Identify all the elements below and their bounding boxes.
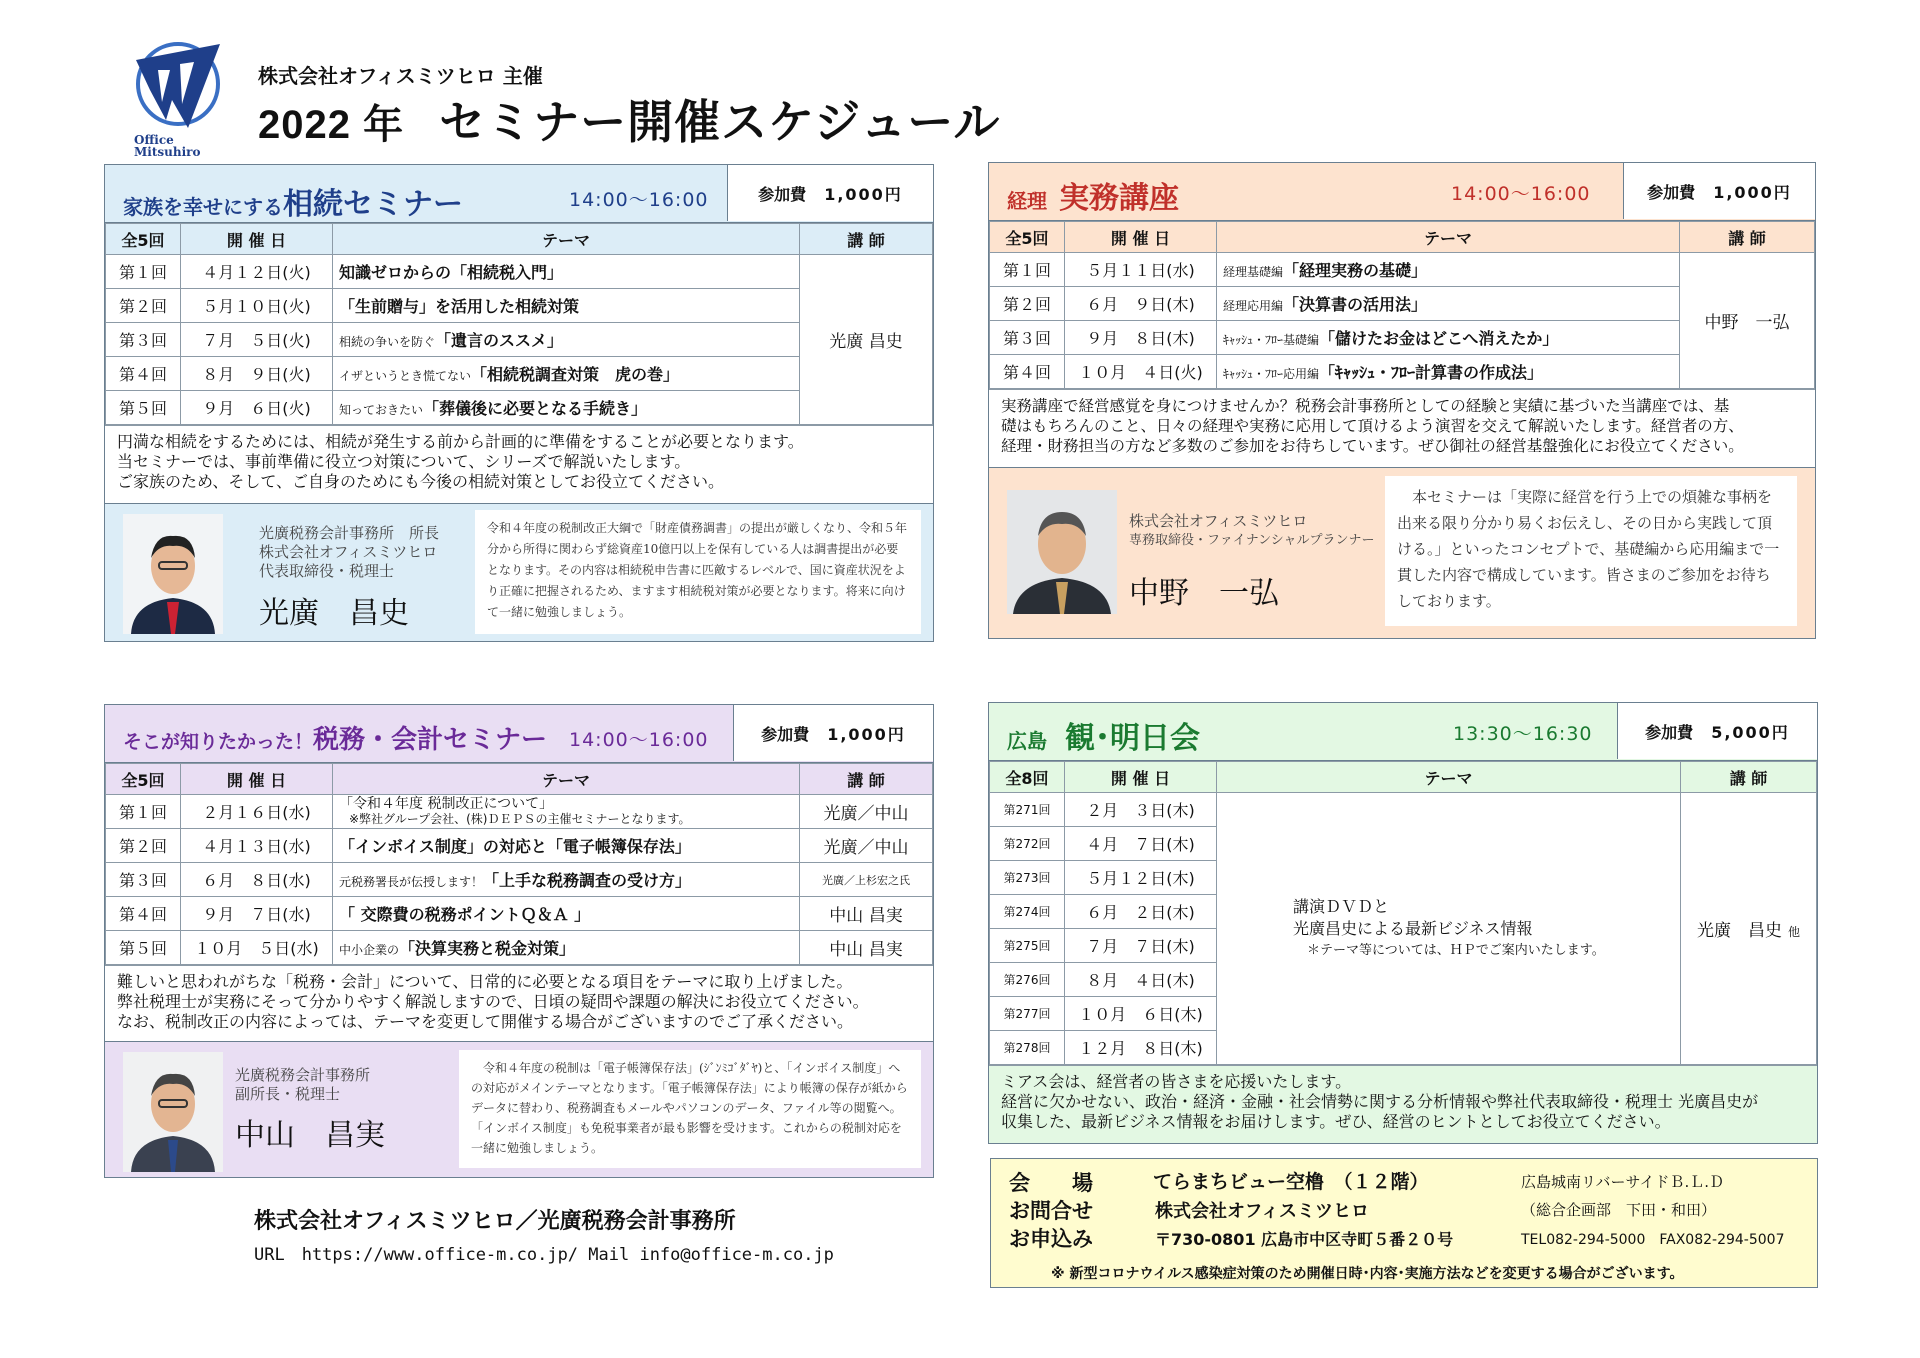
table-row: 第272回 ４月 ７日(木) bbox=[990, 827, 1817, 861]
table-row: 第271回 ２月 ３日(木) 講演ＤＶＤと 光廣昌史による最新ビジネス情報 ＊テーマ等については、ＨＰでご案内いたします。 光廣 昌史 他 bbox=[990, 793, 1817, 827]
footer-url[interactable]: URL https://www.office-m.co.jp/ Mail info@office-m.co.jp bbox=[254, 1245, 834, 1265]
fee-box: 参加費 1,000円 bbox=[727, 165, 933, 221]
instructor-title: 光廣税務会計事務所 所長 株式会社オフィスミツヒロ 代表取締役・税理士 bbox=[259, 524, 440, 580]
table-row: 第２回 ４月１３日(水) 「インボイス制度」の対応と「電子帳簿保存法」 光廣／中山 bbox=[106, 829, 933, 863]
seminar-description: 円満な相続をするためには、相続が発生する前から計画的に準備をすることが必要となります。 当セミナーでは、事前準備に役立つ対策について、シリーズで解説いたします。 ご家族のため、そして、ご自身のためにも今後の相続対策としてお役立てください。 bbox=[105, 425, 933, 503]
schedule-table: 全5回 開 催 日 テーマ 講 師 第１回 ２月１６日(水) 「令和４年度 税制改正について」 ※弊社グループ会社、(株)ＤＥＰＳの主催セミナーとなります。 光廣／中山 第２回 ４月１３日(水) 「インボイス制度」の対応と「電子帳簿保存法」 光廣／中山 第３回 ６月 ８日(水) 元税務署長が伝授します！「上手な税務調査の受け方」 光廣／上杉宏之氏 第４回 ９月 ７日(水) 「 交際費の税務ポイントＱ＆Ａ 」 中山 昌実 第５回 １０月 ５日(水) 中小企業の「決算実務と税金対策」 中山 昌実 bbox=[105, 763, 933, 965]
fee-box: 参加費 1,000円 bbox=[733, 705, 933, 761]
instructor-message: 令和４年度の税制改正大綱で「財産債務調書」の提出が厳しくなり、令和５年分から所得に関わらず総資産10億円以上を保有している人は調書提出が必要となります。その内容は相続税申告書に匹敵するレベルで、国に資産状況をより正確に把握されるため、ますます相続税対策が必要となります。将来に向けて一緒に勉強しましょう。 bbox=[475, 510, 921, 634]
instructor-title: 株式会社オフィスミツヒロ 専務取締役・ファイナンシャルプランナー bbox=[1129, 512, 1375, 548]
seminar-description: 難しいと思われがちな「税務・会計」について、日常的に必要となる項目をテーマに取り上げました。 弊社税理士が実務にそって分かりやすく解説しますので、日頃の疑問や課題の解決にお役立てください。 なお、税制改正の内容によっては、テーマを変更して開催する場合がございますのでご了承ください。 bbox=[105, 965, 933, 1041]
table-row: 第275回 ７月 ７日(木) bbox=[990, 929, 1817, 963]
instructor-name: 光廣 昌史 他 bbox=[1681, 793, 1817, 1065]
panel-header bbox=[105, 165, 933, 223]
table-row: 第１回 ４月１２日(火) 知識ゼロからの「相続税入門」 光廣 昌史 bbox=[106, 255, 933, 289]
accounting-course-panel bbox=[988, 162, 1816, 639]
management-meeting-panel bbox=[988, 702, 1818, 1144]
table-row: 第274回 ６月 ２日(木) bbox=[990, 895, 1817, 929]
seminar-description: ミアス会は、経営者の皆さまを応援いたします。 経営に欠かせない、政治・経済・金融・社会情勢に関する分析情報や弊社代表取締役・税理士 光廣昌史が 収集した、最新ビジネス情報をお届けします。ぜひ、経営のヒントとしてお役立てください。 bbox=[989, 1065, 1817, 1141]
instructor-profile bbox=[105, 503, 933, 640]
panel-header bbox=[989, 163, 1815, 221]
seminar-time: 14:00～16:00 bbox=[569, 189, 709, 211]
schedule-table: 全5回 開 催 日 テーマ 講 師 第１回 ５月１１日(水) 経理基礎編「経理実務の基礎」 中野 一弘 第２回 ６月 ９日(木) 経理応用編「決算書の活用法」 第３回 ９月 ８日(木) ｷｬｯｼｭ・ﾌﾛｰ基礎編「儲けたお金はどこへ消えたか」 第４回 １０月 ４日(火) ｷｬｯｼｭ・ﾌﾛｰ応用編「ｷｬｯｼｭ・ﾌﾛｰ計算書の作成法」 bbox=[989, 221, 1815, 389]
venue-building: 広島城南リバーサイドＢ.Ｌ.Ｄ bbox=[1521, 1173, 1725, 1191]
table-row: 第273回 ５月１２日(木) bbox=[990, 861, 1817, 895]
seminar-title: そこが知りたかった！税務・会計セミナー bbox=[123, 725, 548, 755]
covid-notice: ※ 新型コロナウイルス感染症対策のため開催日時･内容･実施方法などを変更する場合がございます。 bbox=[1051, 1266, 1684, 1282]
table-row: 第276回 ８月 ４日(木) bbox=[990, 963, 1817, 997]
logo-mark-icon bbox=[128, 40, 228, 136]
meeting-theme: 講演ＤＶＤと 光廣昌史による最新ビジネス情報 ＊テーマ等については、ＨＰでご案内いたします。 bbox=[1217, 793, 1681, 1065]
instructor-name-large: 光廣 昌史 bbox=[259, 596, 409, 631]
seminar-title: 広島 観･明日会 bbox=[1007, 721, 1200, 756]
footer-company: 株式会社オフィスミツヒロ／光廣税務会計事務所 bbox=[254, 1209, 736, 1234]
instructor-name: 光廣 昌史 bbox=[800, 255, 933, 425]
instructor-message: 令和４年度の税制は「電子帳簿保存法」(ｼﾞﾝﾐｺﾞﾀﾞﾔ)と、「インボイス制度」への対応がメインテーマとなります。「電子帳簿保存法」により帳簿の保存が紙からデータに替わり、税務調査もメールやパソコンのデータ、ファイル等の閲覧へ。「インボイス制度」も免税事業者が最も影響を受けます。これからの税制対応を一緒に勉強しましょう。 bbox=[459, 1050, 921, 1168]
company-address: 〒730-0801 広島市中区寺町５番２０号 bbox=[1155, 1230, 1454, 1249]
venue-name: てらまちビュー空橹 （１２階） bbox=[1153, 1171, 1429, 1193]
table-row: 第３回 ７月 ５日(火) 相続の争いを防ぐ「遺言のススメ」 bbox=[106, 323, 933, 357]
table-row: 第２回 ６月 ９日(木) 経理応用編「決算書の活用法」 bbox=[990, 287, 1815, 321]
schedule-table: 全8回 開 催 日 テーマ 講 師 第271回 ２月 ３日(木) 講演ＤＶＤと 光廣昌史による最新ビジネス情報 ＊テーマ等については、ＨＰでご案内いたします。 光廣 昌史 他 第272回 ４月 ７日(木) 第273回 ５月１２日(木) 第274回 ６月 ２日(木) 第275回 ７月 ７日(木) 第276回 ８月 ４日(木) 第277回 １０月 ６日(木) 第278回 １２月 ８日(木) bbox=[989, 761, 1817, 1065]
panel-header bbox=[989, 703, 1817, 761]
instructor-title: 光廣税務会計事務所 副所長・税理士 bbox=[235, 1066, 371, 1103]
table-row: 第４回 １０月 ４日(火) ｷｬｯｼｭ・ﾌﾛｰ応用編「ｷｬｯｼｭ・ﾌﾛｰ計算書の作成法」 bbox=[990, 355, 1815, 389]
phone-fax: TEL082-294-5000 FAX082-294-5007 bbox=[1521, 1232, 1785, 1248]
seminar-description: 実務講座で経営感覚を身につけませんか？税務会計事務所としての経験と実績に基づいた当講座では、基 礎はもちろんのこと、日々の経理や実務に応用して頂けるよう演習を交えて解説いたします。経営者の方、 経理・財務担当の方など多数のご参加をお待ちしています。ぜひ御社の経営基盤強化にお役立てください。 bbox=[989, 389, 1815, 467]
seminar-title: 家族を幸せにする相続セミナー bbox=[123, 187, 463, 222]
venue-label: 会 場 bbox=[1009, 1171, 1093, 1195]
page-title bbox=[258, 86, 1000, 152]
table-row: 第278回 １２月 ８日(木) bbox=[990, 1031, 1817, 1065]
schedule-table: 全5回 開 催 日 テーマ 講 師 第１回 ４月１２日(火) 知識ゼロからの「相続税入門」 光廣 昌史 第２回 ５月１０日(火) 「生前贈与」を活用した相続対策 第３回 ７月 ５日(火) 相続の争いを防ぐ「遺言のススメ」 第４回 ８月 ９日(火) イザというとき慌てない「相続税調査対策 虎の巻」 第５回 ９月 ６日(火) 知っておきたい「葬儀後に必要となる手続き」 bbox=[105, 223, 933, 425]
table-row: 第５回 １０月 ５日(水) 中小企業の「決算実務と税金対策」 中山 昌実 bbox=[106, 931, 933, 965]
seminar-time: 14:00～16:00 bbox=[1451, 183, 1591, 205]
instructor-name-large: 中野 一弘 bbox=[1129, 576, 1279, 611]
tax-accounting-seminar-panel bbox=[104, 704, 934, 1178]
instructor-message: 本セミナーは「実際に経営を行う上での煩雑な事柄を出来る限り分かり易くお伝えし、その日から実践して頂ける。」といったコンセプトで、基礎編から応用編まで一貫した内容で構成しています。皆さまのご参加をお待ちしております。 bbox=[1385, 476, 1797, 626]
inquiry-label: お問合せ bbox=[1009, 1199, 1093, 1223]
instructor-profile bbox=[989, 467, 1815, 633]
instructor-photo bbox=[123, 514, 223, 634]
table-row: 第１回 ５月１１日(水) 経理基礎編「経理実務の基礎」 中野 一弘 bbox=[990, 253, 1815, 287]
seminar-time: 13:30～16:30 bbox=[1453, 723, 1593, 745]
seminar-title: 経理 実務講座 bbox=[1007, 181, 1179, 216]
table-row: 第５回 ９月 ６日(火) 知っておきたい「葬儀後に必要となる手続き」 bbox=[106, 391, 933, 425]
inquiry-company: 株式会社オフィスミツヒロ bbox=[1155, 1201, 1370, 1222]
table-row: 第277回 １０月 ６日(木) bbox=[990, 997, 1817, 1031]
panel-header bbox=[105, 705, 933, 763]
instructor-name: 中野 一弘 bbox=[1680, 253, 1815, 389]
instructor-profile bbox=[105, 1041, 933, 1175]
table-row: 第４回 ９月 ７日(水) 「 交際費の税務ポイントＱ＆Ａ 」 中山 昌実 bbox=[106, 897, 933, 931]
title-text: セミナー開催スケジュール bbox=[439, 95, 1001, 149]
fee-box: 参加費 5,000円 bbox=[1617, 703, 1817, 759]
organizer-label: 株式会社オフィスミツヒロ 主催 bbox=[258, 64, 543, 88]
instructor-photo bbox=[1007, 490, 1117, 614]
fee-box: 参加費 1,000円 bbox=[1623, 163, 1815, 219]
seminar-time: 14:00～16:00 bbox=[569, 729, 709, 751]
company-logo bbox=[128, 40, 228, 160]
application-label: お申込み bbox=[1009, 1227, 1093, 1251]
title-year: 2022 年 bbox=[258, 103, 405, 147]
table-row: 第２回 ５月１０日(火) 「生前贈与」を活用した相続対策 bbox=[106, 289, 933, 323]
table-row: 第４回 ８月 ９日(火) イザというとき慌てない「相続税調査対策 虎の巻」 bbox=[106, 357, 933, 391]
logo-text: Office Mitsuhiro bbox=[134, 133, 201, 159]
inheritance-seminar-panel bbox=[104, 164, 934, 642]
table-row: 第３回 ６月 ８日(水) 元税務署長が伝授します！「上手な税務調査の受け方」 光廣／上杉宏之氏 bbox=[106, 863, 933, 897]
venue-contact-box bbox=[990, 1158, 1818, 1288]
instructor-photo bbox=[123, 1052, 223, 1172]
table-row: 第１回 ２月１６日(水) 「令和４年度 税制改正について」 ※弊社グループ会社、(株)ＤＥＰＳの主催セミナーとなります。 光廣／中山 bbox=[106, 795, 933, 829]
inquiry-department: （総合企画部 下田・和田） bbox=[1521, 1201, 1717, 1219]
instructor-name-large: 中山 昌実 bbox=[235, 1118, 385, 1153]
table-row: 第３回 ９月 ８日(木) ｷｬｯｼｭ・ﾌﾛｰ基礎編「儲けたお金はどこへ消えたか」 bbox=[990, 321, 1815, 355]
